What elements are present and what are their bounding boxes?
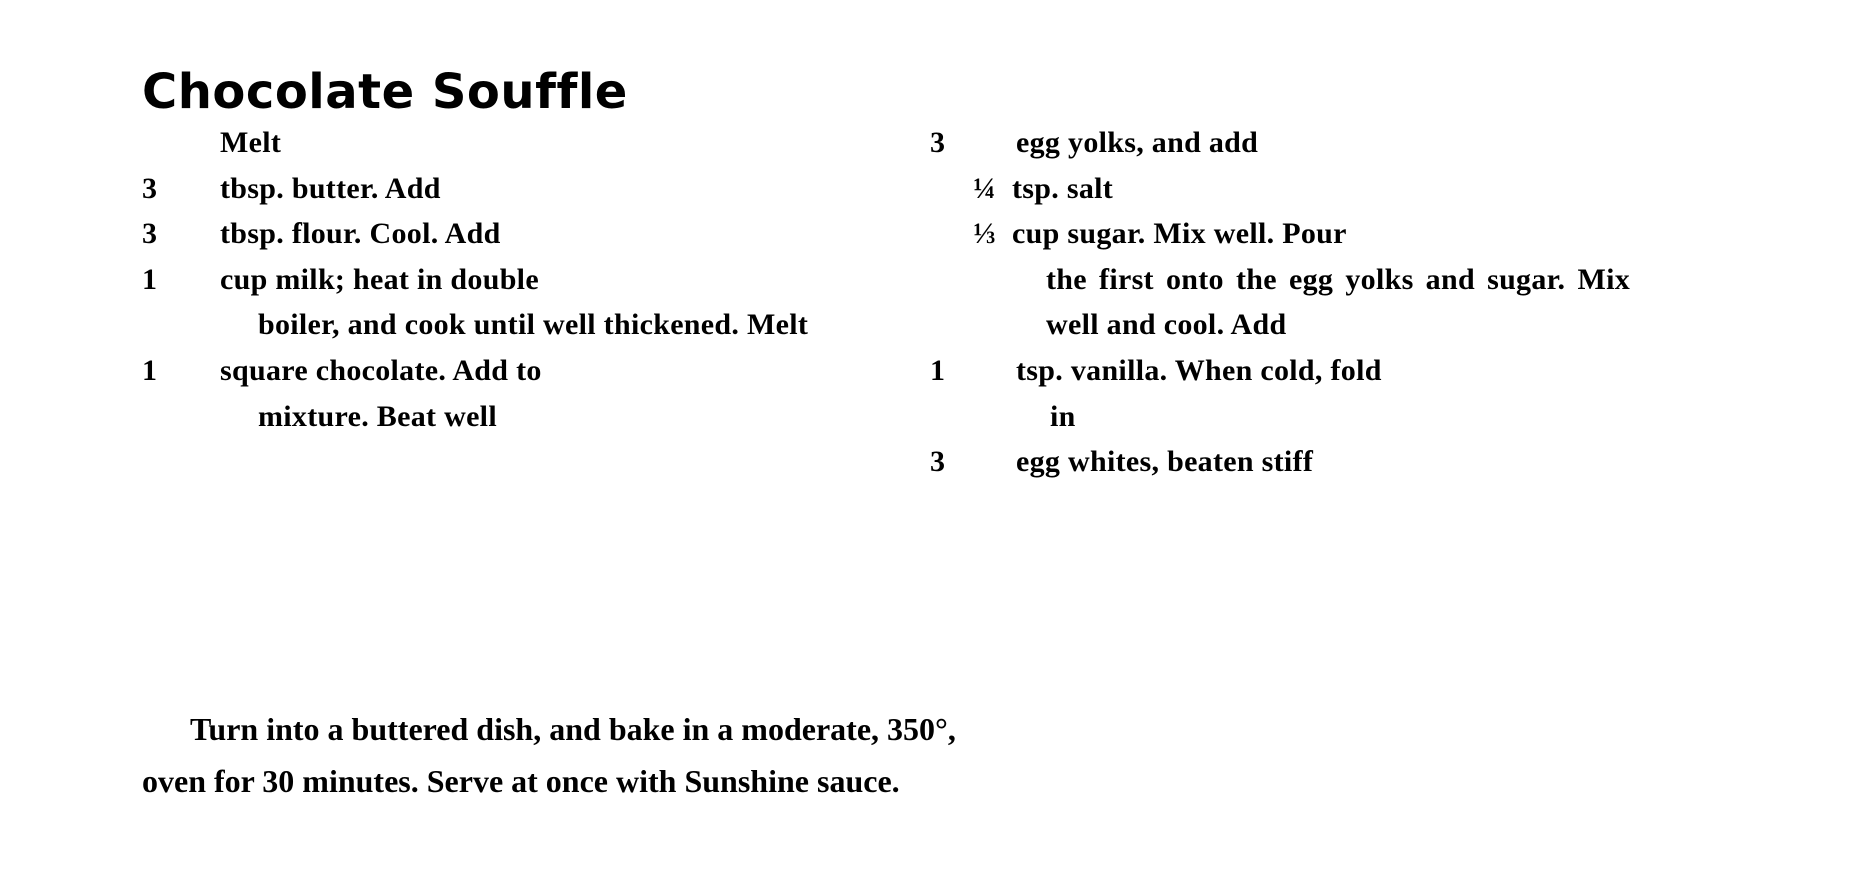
list-item [930, 166, 1630, 212]
ingredient-quantity: 1 [930, 353, 946, 387]
ingredient-text-first-line: tsp. vanilla. When cold, fold [1016, 353, 1382, 387]
list-item [142, 348, 832, 439]
ingredient-quantity: 3 [142, 171, 158, 205]
method-line-2: oven for 30 minutes. Serve at once with Sunshine sauce. [142, 762, 900, 799]
ingredient-text [1014, 348, 1630, 439]
ingredient-text-first-line: cup sugar. Mix well. Pour [1012, 217, 1347, 251]
ingredient-text-continuation: boiler, and cook until well thickened. Melt [258, 308, 809, 342]
ingredient-text: tsp. salt [1012, 171, 1114, 205]
list-item [142, 166, 832, 212]
ingredient-text-first-line: cup milk; heat in double [220, 262, 539, 296]
ingredient-list-right [930, 120, 1630, 485]
list-item [930, 439, 1630, 485]
ingredients-column-right [930, 120, 1630, 485]
ingredient-quantity: 3 [142, 217, 158, 251]
page-title: Chocolate Souffle [142, 64, 628, 121]
list-item [142, 120, 832, 166]
ingredient-text: tbsp. flour. Cool. Add [220, 217, 501, 251]
ingredient-quantity: 3 [930, 445, 946, 479]
ingredient-text [218, 257, 832, 348]
ingredient-text-continuation: in [1050, 399, 1076, 433]
ingredient-text-continuation: the first onto the egg yolks and sugar. Mix well and cool. Add [1046, 262, 1630, 342]
ingredient-quantity: 1 [142, 353, 158, 387]
ingredient-text: tbsp. butter. Add [220, 171, 441, 205]
ingredients-column-left [142, 120, 832, 439]
ingredient-text: egg yolks, and add [1016, 126, 1259, 159]
method-paragraph [142, 704, 1632, 808]
ingredient-quantity: ¼ [973, 171, 996, 205]
list-item [142, 211, 832, 257]
list-item [142, 257, 832, 348]
ingredient-quantity: 1 [142, 262, 158, 296]
list-item [930, 348, 1630, 439]
ingredient-text: Melt [220, 126, 282, 159]
ingredient-text-first-line: square chocolate. Add to [220, 353, 542, 387]
ingredient-text-continuation: mixture. Beat well [258, 399, 497, 433]
list-item [930, 211, 1630, 348]
list-item [930, 120, 1630, 166]
ingredient-list-left [142, 120, 832, 439]
ingredient-quantity: ⅓ [973, 217, 996, 251]
ingredient-text: egg whites, beaten stiff [1016, 445, 1314, 479]
ingredient-quantity: 3 [930, 126, 946, 159]
ingredient-text [218, 348, 832, 439]
method-line-1: Turn into a buttered dish, and bake in a moderate, 350°, [190, 711, 956, 747]
ingredient-text [1010, 211, 1630, 348]
